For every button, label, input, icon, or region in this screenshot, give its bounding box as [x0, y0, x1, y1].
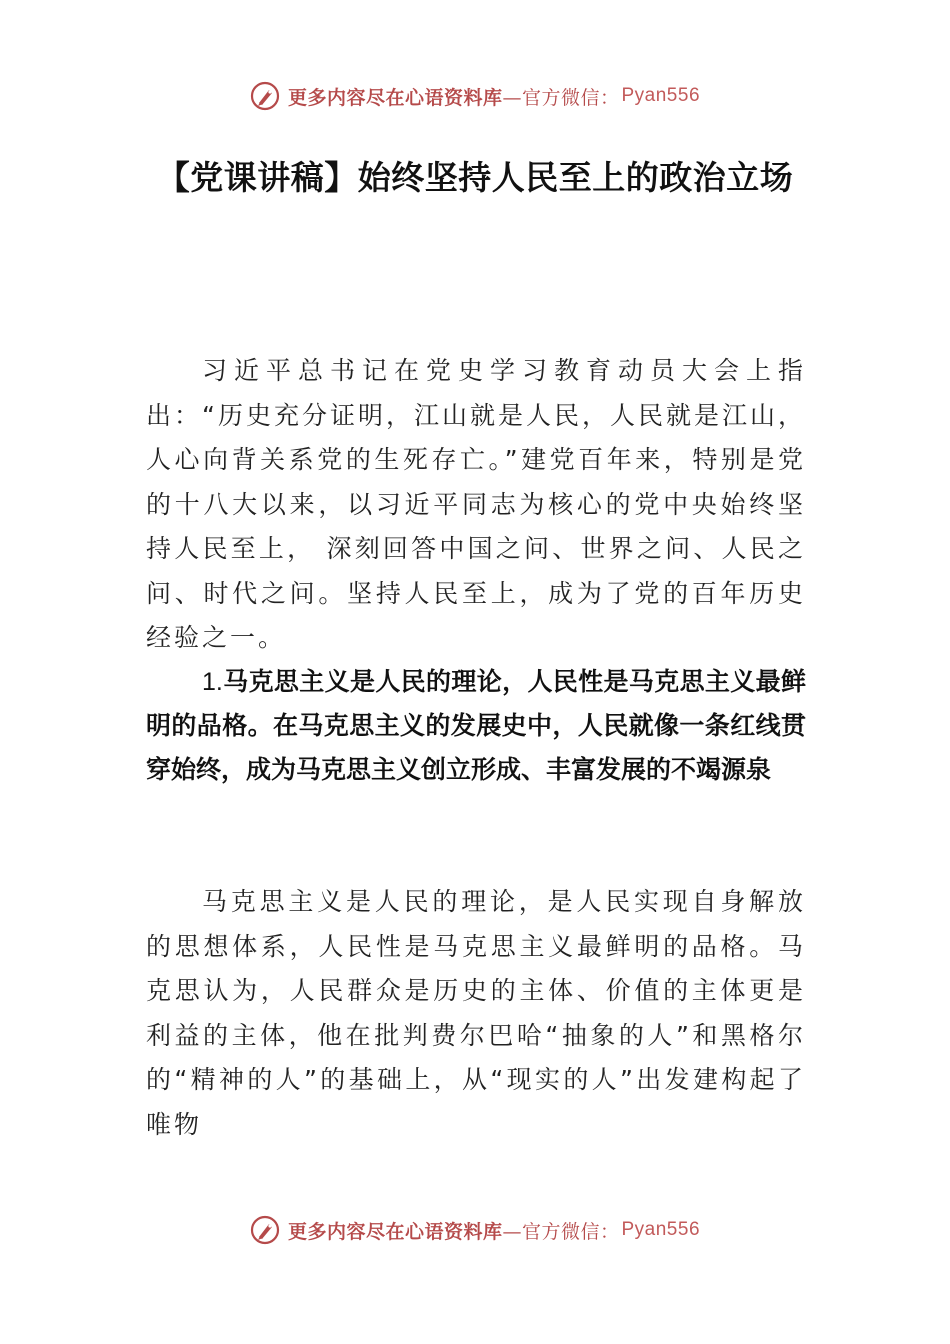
watermark-main-text: 更多内容尽在心语资料库 — [287, 86, 503, 109]
body-paragraph: 马克思主义是人民的理论，是人民实现自身解放的思想体系，人民性是马克思主义最鲜明的品格。马克思认为，人民群众是历史的主体、价值的主体更是利益的主体，他在批判费尔巴哈“抽象的人”和黑格尔的“精神的人”的基础上，从“现实的人”出发建构起了唯物 — [146, 887, 806, 1139]
intro-paragraph: 习近平总书记在党史学习教育动员大会上指出：“历史充分证明，江山就是人民，人民就是江山，人心向背关系党的生死存亡。”建党百年来，特别是党的十八大以来，以习近平同志为核心的党中央始终坚持人民至上， 深刻回答中国之问、世界之问、人民之问、时代之问。坚持人民至上，成为了党的百年历史经验之一。 — [146, 356, 806, 652]
watermark-sub-text: —官方微信： — [502, 86, 620, 109]
footer-watermark — [0, 1210, 950, 1250]
watermark-wechat-id: Pyan556 — [621, 85, 701, 106]
page-title: 【党课讲稿】始终坚持人民至上的政治立场 — [156, 158, 794, 197]
pen-nib-logo-icon — [250, 1215, 280, 1245]
watermark-wechat-id: Pyan556 — [621, 1219, 701, 1240]
pen-nib-logo-icon — [250, 81, 280, 111]
header-watermark — [0, 76, 950, 116]
section-heading-text: 马克思主义是人民的理论，人民性是马克思主义最鲜明的品格。在马克思主义的发展史中，人民就像一条红线贯穿始终，成为马克思主义创立形成、丰富发展的不竭源泉 — [146, 667, 806, 784]
section-heading — [146, 660, 806, 792]
watermark-sub-text: —官方微信： — [502, 1220, 620, 1243]
section-heading-number: 1. — [202, 668, 223, 696]
watermark-main-text: 更多内容尽在心语资料库 — [287, 1220, 503, 1243]
